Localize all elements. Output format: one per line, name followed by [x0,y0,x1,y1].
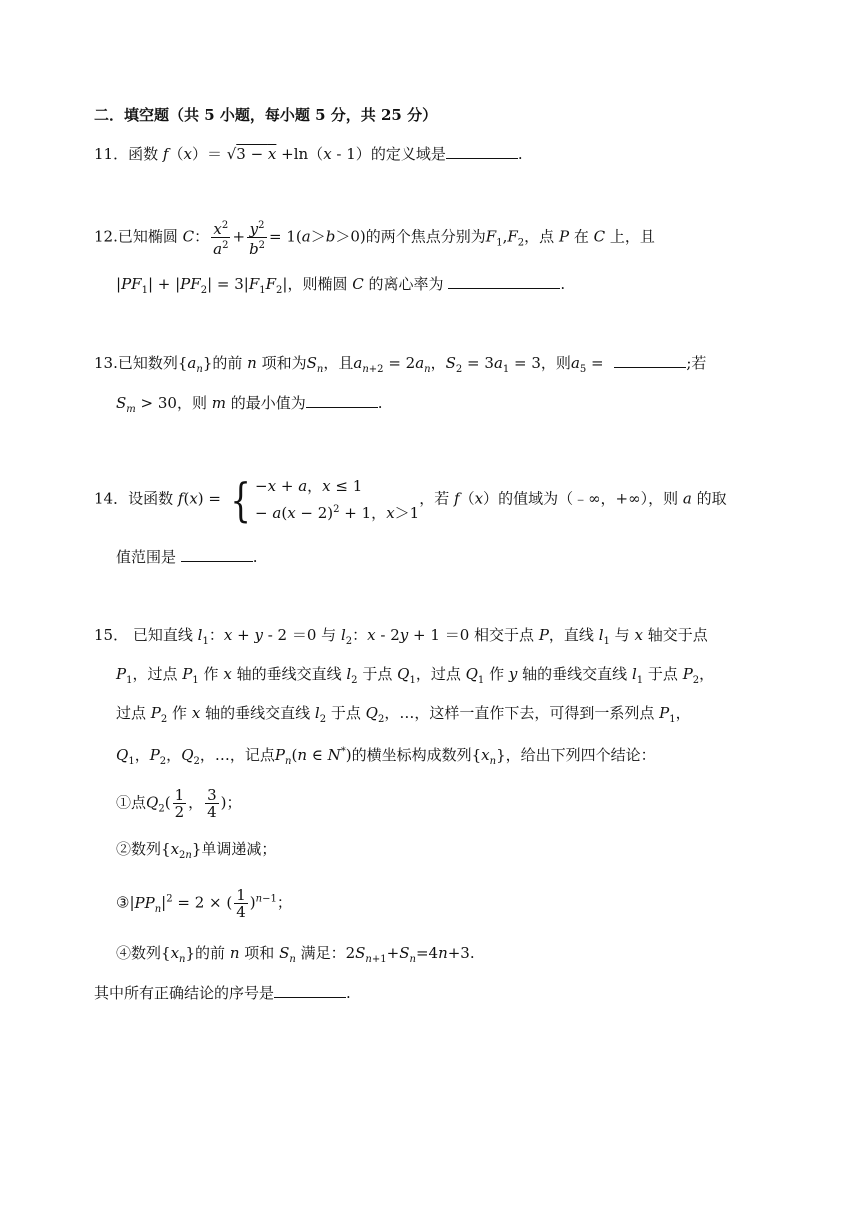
answer-blank-15[interactable] [274,983,346,998]
answer-blank-13a[interactable] [614,353,686,368]
conclusion-3: $③|PP_n|^2 = 2$ × ( $\frac{1}{4}$ )$^{n-1}$； [116,886,292,921]
q15-number: 15． [94,626,129,644]
section-title: 二．填空题（共 5 小题，每小题 5 分，共 25 分） [94,106,438,124]
final-question: 其中所有正确结论的序号是 . [94,984,351,1002]
q12-number: 12. [94,227,118,246]
question-12: 12.已知椭圆 C： $\frac{x^2}{a^2}$ + $\frac{y^2}{b^2}$ = 1(a＞b＞0)的两个焦点分别为$F_1,F_2$，点 P 在 C 上，且 [94,220,655,258]
question-15: 15． 已知直线 $l_1$：x + y - 2 ＝0 与 $l_2$：x - 2y + 1 ＝0 相交于点 P，直线 $l_1$ 与 x 轴交于点 [94,626,708,647]
answer-blank-11[interactable] [446,144,518,159]
q13-number: 13. [94,354,118,372]
answer-blank-13b[interactable] [306,393,378,408]
question-15-line-2: $P_1$，过点 $P_1$ 作 x 轴的垂线交直线 $l_2$ 于点 $Q_1$，过点 $Q_1$ 作 y 轴的垂线交直线 $l_1$ 于点 $P_2$， [116,665,715,686]
question-13-line-2: $S_m > 30$，则 m 的最小值为 . [116,394,383,415]
question-15-line-4: $Q_1$，$P_2$，$Q_2$，…，记点$P_n(n$ ∈ N*)的横坐标构成数列$\{x_n\}$，给出下列四个结论： [116,746,656,767]
question-13: 13.已知数列$\{a_n\}$的前 n 项和为$S_n$，且$a_{n+2} = 2a_n$，$S_2 = 3a_1 = 3$，则$a_5$ = ;若 [94,354,707,375]
q11-number: 11． [94,145,129,163]
question-11: 11．函数 f（x）＝ √3 − x +ln（x - 1）的定义域是 . [94,145,523,163]
q14-number: 14． [94,489,129,508]
question-14-line-2: 值范围是 . [116,548,258,566]
conclusion-2: ②数列$\{x_{2n}\}$单调递减； [116,840,277,861]
conclusion-4: ④数列$\{x_n\}$的前 n 项和 $S_n$ 满足：$2S_{n+1}+S_n=4n+3$. [116,944,475,965]
answer-blank-12[interactable] [448,274,560,289]
q11-tail: 的定义域是 [370,145,446,163]
question-15-line-3: 过点 $P_2$ 作 x 轴的垂线交直线 $l_2$ 于点 $Q_2$，…，这样一直作下去，可得到一系列点 $P_1$， [116,704,691,725]
answer-blank-14[interactable] [181,547,253,562]
question-12-line-2: $|PF_1| + |PF_2| = 3|F_1F_2|$，则椭圆 C 的离心率为 . [116,275,566,296]
q11-lead: 函数 [128,145,159,163]
conclusion-1: ①点$Q_2$( $\frac{1}{2}$ ， $\frac{3}{4}$ )； [116,786,242,821]
question-14: 14．设函数 f(x) = { −x + a，x ≤ 1 − $a(x - 2)^2 + 1$，x＞1 ，若 f（x）的值域为（﹣∞，+∞），则 a 的取 [94,472,727,527]
